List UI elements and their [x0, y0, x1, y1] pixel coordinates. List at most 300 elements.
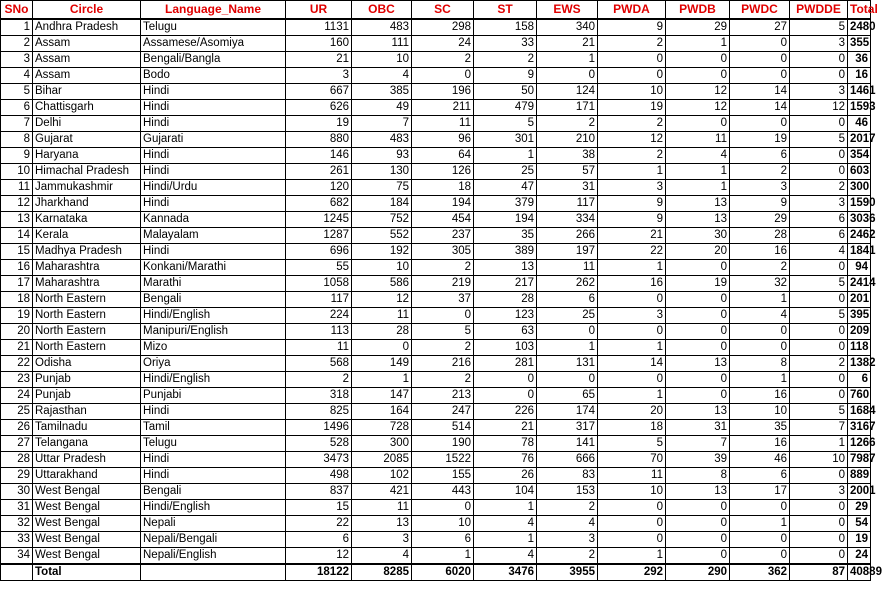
cell-pwda: 0 — [598, 67, 666, 83]
cell-pwdb: 0 — [666, 291, 730, 307]
total-language-cell — [141, 564, 286, 581]
cell-st: 0 — [474, 371, 537, 387]
cell-ur: 12 — [286, 547, 352, 564]
cell-ur: 117 — [286, 291, 352, 307]
cell-sc: 96 — [412, 131, 474, 147]
cell-circle: North Eastern — [33, 307, 141, 323]
cell-sc: 219 — [412, 275, 474, 291]
cell-ews: 2 — [537, 547, 598, 564]
cell-language-name: Hindi/Urdu — [141, 179, 286, 195]
cell-sc: 514 — [412, 419, 474, 435]
cell-pwdc: 16 — [730, 435, 790, 451]
table-row — [1, 83, 871, 99]
cell-obc: 130 — [352, 163, 412, 179]
cell-obc: 149 — [352, 355, 412, 371]
cell-total: 24 — [848, 547, 871, 564]
cell-ews: 0 — [537, 371, 598, 387]
table-row — [1, 451, 871, 467]
cell-ews: 197 — [537, 243, 598, 259]
cell-pwdde: 10 — [790, 451, 848, 467]
cell-obc: 421 — [352, 483, 412, 499]
cell-language-name: Telugu — [141, 19, 286, 36]
cell-total: 354 — [848, 147, 871, 163]
cell-sc: 2 — [412, 339, 474, 355]
cell-circle: Telangana — [33, 435, 141, 451]
total-obc: 8285 — [352, 564, 412, 581]
cell-pwdb: 0 — [666, 371, 730, 387]
cell-sno: 7 — [1, 115, 33, 131]
cell-circle: Odisha — [33, 355, 141, 371]
cell-language-name: Konkani/Marathi — [141, 259, 286, 275]
cell-total: 760 — [848, 387, 871, 403]
total-label: Total — [33, 564, 141, 581]
cell-pwda: 14 — [598, 355, 666, 371]
cell-circle: West Bengal — [33, 547, 141, 564]
cell-ur: 837 — [286, 483, 352, 499]
cell-ews: 124 — [537, 83, 598, 99]
cell-total: 46 — [848, 115, 871, 131]
cell-st: 9 — [474, 67, 537, 83]
cell-pwda: 2 — [598, 147, 666, 163]
cell-ur: 1058 — [286, 275, 352, 291]
cell-pwdde: 0 — [790, 515, 848, 531]
cell-circle: Karnataka — [33, 211, 141, 227]
total-pwda: 292 — [598, 564, 666, 581]
cell-language-name: Nepali/Bengali — [141, 531, 286, 547]
table-row — [1, 99, 871, 115]
cell-st: 26 — [474, 467, 537, 483]
table-row — [1, 195, 871, 211]
column-header-obc: OBC — [352, 1, 412, 19]
cell-obc: 75 — [352, 179, 412, 195]
cell-pwdc: 0 — [730, 67, 790, 83]
cell-pwda: 1 — [598, 163, 666, 179]
cell-pwda: 3 — [598, 179, 666, 195]
cell-obc: 552 — [352, 227, 412, 243]
cell-pwdde: 0 — [790, 67, 848, 83]
cell-circle: West Bengal — [33, 483, 141, 499]
cell-pwdde: 0 — [790, 51, 848, 67]
cell-sno: 12 — [1, 195, 33, 211]
cell-ews: 174 — [537, 403, 598, 419]
cell-sno: 28 — [1, 451, 33, 467]
cell-st: 194 — [474, 211, 537, 227]
cell-pwda: 1 — [598, 547, 666, 564]
total-pwdc: 362 — [730, 564, 790, 581]
cell-st: 103 — [474, 339, 537, 355]
cell-sc: 18 — [412, 179, 474, 195]
cell-pwda: 0 — [598, 291, 666, 307]
cell-ews: 38 — [537, 147, 598, 163]
cell-pwdb: 0 — [666, 307, 730, 323]
cell-circle: Bihar — [33, 83, 141, 99]
cell-circle: Kerala — [33, 227, 141, 243]
cell-pwdb: 12 — [666, 99, 730, 115]
cell-ews: 131 — [537, 355, 598, 371]
cell-pwdc: 4 — [730, 307, 790, 323]
cell-st: 50 — [474, 83, 537, 99]
table-row — [1, 19, 871, 36]
cell-language-name: Hindi — [141, 83, 286, 99]
cell-pwda: 22 — [598, 243, 666, 259]
cell-pwda: 19 — [598, 99, 666, 115]
cell-total: 6 — [848, 371, 871, 387]
cell-language-name: Hindi/English — [141, 371, 286, 387]
cell-language-name: Hindi — [141, 195, 286, 211]
cell-pwdde: 5 — [790, 275, 848, 291]
cell-pwdc: 1 — [730, 371, 790, 387]
cell-obc: 164 — [352, 403, 412, 419]
cell-pwdb: 0 — [666, 531, 730, 547]
cell-obc: 93 — [352, 147, 412, 163]
cell-total: 3167 — [848, 419, 871, 435]
cell-total: 1266 — [848, 435, 871, 451]
cell-obc: 4 — [352, 67, 412, 83]
total-sc: 6020 — [412, 564, 474, 581]
table-body — [1, 19, 876, 564]
cell-pwda: 0 — [598, 51, 666, 67]
cell-pwda: 1 — [598, 339, 666, 355]
cell-ur: 498 — [286, 467, 352, 483]
cell-sno: 15 — [1, 243, 33, 259]
cell-sc: 196 — [412, 83, 474, 99]
cell-sno: 1 — [1, 19, 33, 36]
cell-pwdb: 1 — [666, 179, 730, 195]
column-header-ur: UR — [286, 1, 352, 19]
table-row — [1, 179, 871, 195]
cell-pwdb: 0 — [666, 515, 730, 531]
table-row — [1, 35, 871, 51]
cell-pwda: 3 — [598, 307, 666, 323]
table-row — [1, 323, 871, 339]
cell-ur: 6 — [286, 531, 352, 547]
cell-ews: 21 — [537, 35, 598, 51]
total-ews: 3955 — [537, 564, 598, 581]
cell-ur: 318 — [286, 387, 352, 403]
cell-sno: 27 — [1, 435, 33, 451]
cell-ews: 1 — [537, 51, 598, 67]
cell-total: 1684 — [848, 403, 871, 419]
cell-pwdb: 20 — [666, 243, 730, 259]
cell-sno: 16 — [1, 259, 33, 275]
cell-language-name: Manipuri/English — [141, 323, 286, 339]
cell-sc: 1522 — [412, 451, 474, 467]
cell-sc: 11 — [412, 115, 474, 131]
cell-ur: 22 — [286, 515, 352, 531]
cell-ews: 2 — [537, 115, 598, 131]
cell-pwdb: 0 — [666, 67, 730, 83]
cell-sc: 0 — [412, 499, 474, 515]
cell-pwdc: 8 — [730, 355, 790, 371]
cell-language-name: Tamil — [141, 419, 286, 435]
cell-pwdb: 7 — [666, 435, 730, 451]
cell-pwda: 2 — [598, 35, 666, 51]
total-pwdde: 87 — [790, 564, 848, 581]
cell-language-name: Nepali/English — [141, 547, 286, 564]
cell-circle: Uttar Pradesh — [33, 451, 141, 467]
cell-st: 2 — [474, 51, 537, 67]
cell-ews: 2 — [537, 499, 598, 515]
cell-pwda: 11 — [598, 467, 666, 483]
cell-pwdb: 13 — [666, 195, 730, 211]
cell-pwdc: 0 — [730, 115, 790, 131]
cell-pwdde: 3 — [790, 195, 848, 211]
cell-sc: 190 — [412, 435, 474, 451]
header-row — [1, 1, 871, 19]
cell-pwda: 1 — [598, 259, 666, 275]
cell-total: 3036 — [848, 211, 871, 227]
cell-pwdb: 1 — [666, 35, 730, 51]
cell-pwdc: 28 — [730, 227, 790, 243]
cell-language-name: Hindi/English — [141, 307, 286, 323]
cell-sno: 10 — [1, 163, 33, 179]
cell-pwdc: 14 — [730, 99, 790, 115]
cell-total: 201 — [848, 291, 871, 307]
cell-total: 2017 — [848, 131, 871, 147]
cell-ews: 83 — [537, 467, 598, 483]
cell-obc: 11 — [352, 499, 412, 515]
cell-sc: 1 — [412, 547, 474, 564]
cell-ews: 4 — [537, 515, 598, 531]
cell-pwdc: 1 — [730, 291, 790, 307]
cell-total: 355 — [848, 35, 871, 51]
cell-st: 226 — [474, 403, 537, 419]
cell-sno: 32 — [1, 515, 33, 531]
cell-pwdc: 3 — [730, 179, 790, 195]
cell-pwdde: 6 — [790, 211, 848, 227]
cell-sc: 194 — [412, 195, 474, 211]
cell-circle: Assam — [33, 51, 141, 67]
cell-ur: 160 — [286, 35, 352, 51]
cell-circle: North Eastern — [33, 339, 141, 355]
cell-pwdde: 6 — [790, 227, 848, 243]
cell-ews: 0 — [537, 323, 598, 339]
cell-total: 94 — [848, 259, 871, 275]
cell-pwdc: 14 — [730, 83, 790, 99]
cell-pwdb: 0 — [666, 115, 730, 131]
table-row — [1, 275, 871, 291]
cell-obc: 1 — [352, 371, 412, 387]
cell-ews: 25 — [537, 307, 598, 323]
table-row — [1, 515, 871, 531]
cell-pwdc: 17 — [730, 483, 790, 499]
cell-pwdc: 27 — [730, 19, 790, 36]
cell-st: 281 — [474, 355, 537, 371]
table-row — [1, 499, 871, 515]
cell-ur: 224 — [286, 307, 352, 323]
cell-pwdc: 2 — [730, 259, 790, 275]
cell-total: 1590 — [848, 195, 871, 211]
cell-pwdde: 2 — [790, 179, 848, 195]
cell-pwda: 70 — [598, 451, 666, 467]
cell-ews: 266 — [537, 227, 598, 243]
cell-total: 2001 — [848, 483, 871, 499]
cell-st: 123 — [474, 307, 537, 323]
table-row — [1, 467, 871, 483]
cell-st: 217 — [474, 275, 537, 291]
cell-circle: Uttarakhand — [33, 467, 141, 483]
cell-pwda: 0 — [598, 323, 666, 339]
cell-sno: 13 — [1, 211, 33, 227]
cell-pwdde: 0 — [790, 323, 848, 339]
cell-pwdde: 0 — [790, 531, 848, 547]
cell-circle: North Eastern — [33, 291, 141, 307]
cell-pwdb: 1 — [666, 163, 730, 179]
total-pwdb: 290 — [666, 564, 730, 581]
cell-pwda: 10 — [598, 483, 666, 499]
cell-ur: 21 — [286, 51, 352, 67]
table-row — [1, 115, 871, 131]
column-header-pwdc: PWDC — [730, 1, 790, 19]
cell-st: 1 — [474, 147, 537, 163]
cell-pwdc: 16 — [730, 387, 790, 403]
column-header-total: Total — [848, 1, 871, 19]
cell-pwdde: 0 — [790, 387, 848, 403]
cell-pwdc: 0 — [730, 531, 790, 547]
cell-sc: 2 — [412, 51, 474, 67]
cell-obc: 728 — [352, 419, 412, 435]
cell-sno: 18 — [1, 291, 33, 307]
cell-language-name: Assamese/Asomiya — [141, 35, 286, 51]
cell-ews: 317 — [537, 419, 598, 435]
cell-pwda: 0 — [598, 371, 666, 387]
cell-language-name: Punjabi — [141, 387, 286, 403]
cell-pwda: 9 — [598, 211, 666, 227]
cell-ur: 3473 — [286, 451, 352, 467]
cell-pwdde: 5 — [790, 403, 848, 419]
cell-pwdc: 6 — [730, 467, 790, 483]
table-row — [1, 355, 871, 371]
cell-ur: 880 — [286, 131, 352, 147]
cell-ur: 1131 — [286, 19, 352, 36]
cell-ur: 1245 — [286, 211, 352, 227]
total-sno-cell — [1, 564, 33, 581]
cell-circle: West Bengal — [33, 515, 141, 531]
cell-ews: 1 — [537, 339, 598, 355]
cell-pwdc: 0 — [730, 339, 790, 355]
cell-pwdc: 0 — [730, 547, 790, 564]
cell-ews: 0 — [537, 67, 598, 83]
cell-st: 47 — [474, 179, 537, 195]
table-row — [1, 387, 871, 403]
cell-pwdde: 5 — [790, 307, 848, 323]
cell-language-name: Hindi — [141, 451, 286, 467]
cell-pwda: 0 — [598, 499, 666, 515]
cell-sno: 26 — [1, 419, 33, 435]
cell-st: 301 — [474, 131, 537, 147]
table-row — [1, 227, 871, 243]
cell-pwdb: 12 — [666, 83, 730, 99]
cell-pwdb: 39 — [666, 451, 730, 467]
cell-ur: 146 — [286, 147, 352, 163]
cell-ur: 19 — [286, 115, 352, 131]
cell-sc: 237 — [412, 227, 474, 243]
cell-pwdde: 3 — [790, 483, 848, 499]
cell-pwdc: 6 — [730, 147, 790, 163]
cell-language-name: Bodo — [141, 67, 286, 83]
cell-ur: 11 — [286, 339, 352, 355]
cell-pwdde: 2 — [790, 355, 848, 371]
cell-total: 29 — [848, 499, 871, 515]
table-row — [1, 51, 871, 67]
cell-pwdde: 5 — [790, 131, 848, 147]
table-row — [1, 531, 871, 547]
cell-sno: 17 — [1, 275, 33, 291]
total-total: 40889 — [848, 564, 871, 581]
cell-pwdde: 0 — [790, 291, 848, 307]
cell-total: 395 — [848, 307, 871, 323]
cell-obc: 11 — [352, 307, 412, 323]
cell-language-name: Gujarati — [141, 131, 286, 147]
table-row — [1, 67, 871, 83]
table-row — [1, 147, 871, 163]
cell-ur: 667 — [286, 83, 352, 99]
cell-language-name: Hindi — [141, 243, 286, 259]
cell-sno: 3 — [1, 51, 33, 67]
cell-obc: 7 — [352, 115, 412, 131]
cell-pwdde: 0 — [790, 371, 848, 387]
cell-sno: 34 — [1, 547, 33, 564]
cell-pwda: 18 — [598, 419, 666, 435]
cell-obc: 2085 — [352, 451, 412, 467]
cell-language-name: Hindi — [141, 163, 286, 179]
cell-total: 889 — [848, 467, 871, 483]
cell-st: 63 — [474, 323, 537, 339]
cell-sno: 23 — [1, 371, 33, 387]
cell-language-name: Hindi — [141, 115, 286, 131]
cell-circle: Punjab — [33, 387, 141, 403]
column-header-pwdde: PWDDE — [790, 1, 848, 19]
cell-pwdb: 13 — [666, 211, 730, 227]
cell-sc: 126 — [412, 163, 474, 179]
cell-circle: Jammukashmir — [33, 179, 141, 195]
cell-ur: 825 — [286, 403, 352, 419]
cell-sc: 298 — [412, 19, 474, 36]
cell-sc: 216 — [412, 355, 474, 371]
cell-pwdde: 3 — [790, 35, 848, 51]
cell-sno: 14 — [1, 227, 33, 243]
cell-ews: 262 — [537, 275, 598, 291]
cell-pwdc: 35 — [730, 419, 790, 435]
cell-pwdde: 0 — [790, 339, 848, 355]
cell-obc: 483 — [352, 131, 412, 147]
column-header-pwda: PWDA — [598, 1, 666, 19]
cell-pwda: 9 — [598, 195, 666, 211]
cell-ews: 57 — [537, 163, 598, 179]
cell-sno: 9 — [1, 147, 33, 163]
cell-pwdb: 8 — [666, 467, 730, 483]
column-header-st: ST — [474, 1, 537, 19]
column-header-sno: SNo — [1, 1, 33, 19]
cell-pwdde: 1 — [790, 435, 848, 451]
table-row — [1, 211, 871, 227]
cell-total: 1841 — [848, 243, 871, 259]
cell-ur: 1496 — [286, 419, 352, 435]
cell-pwdb: 4 — [666, 147, 730, 163]
column-header-pwdb: PWDB — [666, 1, 730, 19]
cell-st: 4 — [474, 515, 537, 531]
table-row — [1, 419, 871, 435]
cell-ews: 117 — [537, 195, 598, 211]
cell-obc: 12 — [352, 291, 412, 307]
cell-ur: 55 — [286, 259, 352, 275]
cell-total: 2480 — [848, 19, 871, 36]
cell-pwdde: 0 — [790, 115, 848, 131]
cell-total: 36 — [848, 51, 871, 67]
cell-pwdb: 11 — [666, 131, 730, 147]
cell-pwdb: 0 — [666, 499, 730, 515]
cell-pwda: 12 — [598, 131, 666, 147]
